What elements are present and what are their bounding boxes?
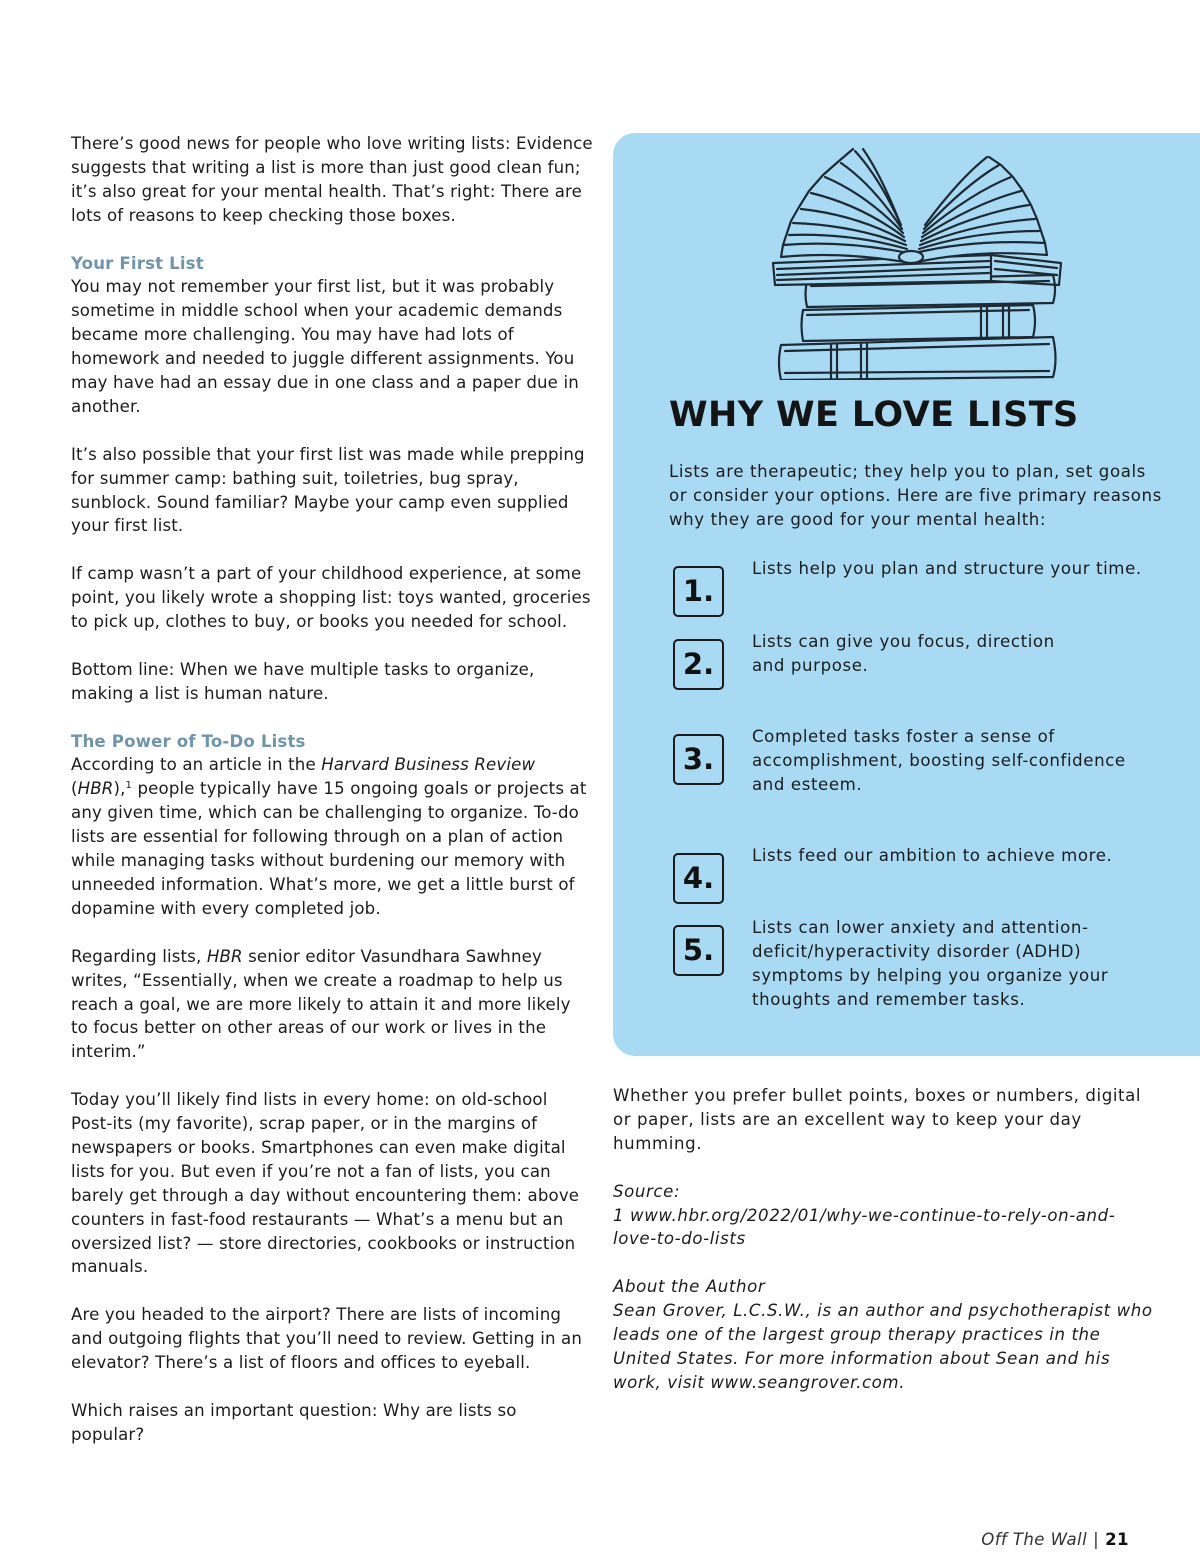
footer-separator: | <box>1093 1530 1100 1549</box>
source-label: Source: <box>613 1181 681 1201</box>
sidebar-intro: Lists are therapeutic; they help you to plan, set goals or consider your options. Here are five primary reasons why they are good for your mental health: <box>669 462 1162 529</box>
reason-text: Lists help you plan and structure your time. <box>752 559 1142 578</box>
reason-text: Lists can give you focus, direction and purpose. <box>752 632 1055 675</box>
about-author-label: About the Author <box>613 1277 766 1297</box>
journal-title: Harvard Business Review <box>321 755 536 775</box>
body-paragraph: If camp wasn’t a part of your childhood experience, at some point, you likely wrote a shopping list: toys wanted, groceries to pick up, clothes to buy, or books you needed for school. <box>71 564 591 632</box>
publication-name: Off The Wall <box>981 1530 1088 1549</box>
text-run: ( <box>71 779 78 799</box>
number-badge: 5. <box>673 925 724 976</box>
footnote-marker: 1 <box>125 780 133 792</box>
body-paragraph: You may not remember your first list, but it was probably sometime in middle school when your academic demands became more challenging. You may have had lots of homework and needed to juggle different assignments. You may have had an essay due in one class and a paper due in another. <box>71 277 579 416</box>
reason-text: Lists can lower anxiety and attention-deficit/hyperactivity disorder (ADHD) symptoms by helping you organize your thoughts and remember tasks. <box>752 918 1109 1009</box>
body-paragraph: Bottom line: When we have multiple tasks to organize, making a list is human nature. <box>71 659 535 703</box>
reason-text: Lists feed our ambition to achieve more. <box>752 846 1113 865</box>
body-paragraph: Today you’ll likely find lists in every home: on old-school Post-its (my favorite), scrap paper, or in the margins of newspapers or books. Smartphones can even make digital lists for you. But even if you’re not a fan of lists, you can barely get through a day without encountering them: above counters in fast-food restaurants — What’s a menu but an oversized list? — store directories, cookbooks or instruction manuals. <box>71 1090 580 1277</box>
page-footer <box>981 1530 1129 1549</box>
text-run: ), <box>113 779 126 799</box>
about-author-text: Sean Grover, L.C.S.W., is an author and psychotherapist who leads one of the largest group therapy practices in the United States. For more information about Sean and his work, visit www.seangrover.com. <box>613 1301 1153 1392</box>
stack-of-books-illustration <box>763 145 1063 380</box>
number-badge: 2. <box>673 639 724 690</box>
number-badge: 1. <box>673 566 724 617</box>
text-run: people typically have 15 ongoing goals or projects at any given time, which can be challenging to organize. To-do lists are essential for following through on a plan of action while managing tasks without burdening our memory with unneeded information. What’s more, we get a little burst of dopamine with every completed job. <box>71 779 587 918</box>
left-column <box>71 132 593 1447</box>
source-reference: 1 www.hbr.org/2022/01/why-we-continue-to-rely-on-and-love-to-do-lists <box>613 1205 1116 1249</box>
page-number: 21 <box>1105 1530 1129 1549</box>
body-paragraph-hbr <box>71 753 593 920</box>
journal-abbr: HBR <box>206 946 243 966</box>
body-paragraph: Are you headed to the airport? There are lists of incoming and outgoing flights that you’ll need to review. Getting in an elevator? There’s a list of floors and offices to eyeball. <box>71 1305 583 1373</box>
intro-paragraph: There’s good news for people who love writing lists: Evidence suggests that writing a list is more than just good clean fun; it’s also great for your mental health. That’s right: There are lots of reasons to keep checking those boxes. <box>71 134 593 225</box>
section-heading-first-list: Your First List <box>71 253 204 273</box>
right-column <box>613 1084 1153 1419</box>
section-heading-power-of-todo: The Power of To-Do Lists <box>71 731 306 751</box>
body-paragraph-quote <box>71 945 593 1065</box>
sidebar-title: WHY WE LOVE LISTS <box>669 395 1079 435</box>
text-run: senior editor Vasundhara Sawhney writes, “Essentially, when we create a roadmap to help us reach a goal, we are more likely to attain it and more likely to focus better on other areas of our work or lives in the interim.” <box>71 946 571 1062</box>
closing-paragraph: Whether you prefer bullet points, boxes or numbers, digital or paper, lists are an excellent way to keep your day humming. <box>613 1086 1142 1153</box>
text-run: Regarding lists, <box>71 946 207 966</box>
text-run: According to an article in the <box>71 755 322 775</box>
body-paragraph: Which raises an important question: Why are lists so popular? <box>71 1400 517 1444</box>
reason-text: Completed tasks foster a sense of accomplishment, boosting self-confidence and esteem. <box>752 727 1126 794</box>
number-badge: 4. <box>673 853 724 904</box>
number-badge: 3. <box>673 734 724 785</box>
journal-abbr: HBR <box>77 779 114 799</box>
why-we-love-lists-sidebar <box>613 133 1200 1056</box>
body-paragraph: It’s also possible that your first list was made while prepping for summer camp: bathing suit, toiletries, bug spray, sunblock. Sound familiar? Maybe your camp even supplied your first list. <box>71 444 585 536</box>
